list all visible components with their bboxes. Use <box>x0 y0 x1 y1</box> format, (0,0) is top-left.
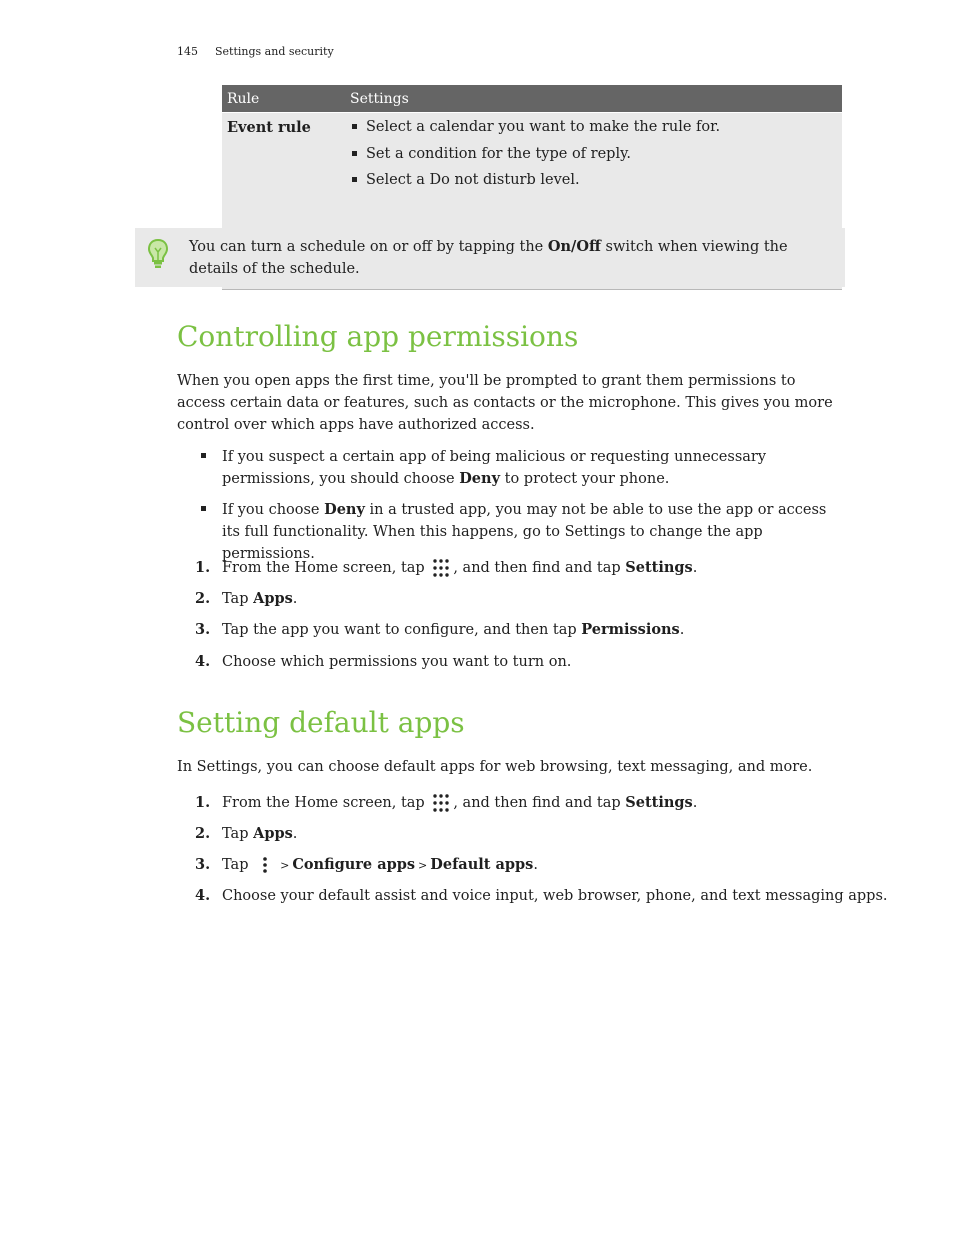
table-header-settings: Settings <box>350 91 409 107</box>
tip-box <box>135 228 845 287</box>
table-header-rule: Rule <box>227 91 260 107</box>
list-item: If you suspect a certain app of being malicious or requesting unnecessary permissions, you should choose Deny to protect your phone. <box>199 446 839 490</box>
rule-name: Event rule <box>227 119 311 136</box>
lightbulb-icon <box>147 238 169 270</box>
permissions-bullets <box>199 446 839 565</box>
table-header-row <box>222 85 842 112</box>
page-number: 145 <box>177 45 198 58</box>
section-title-default-apps: Setting default apps <box>177 706 465 739</box>
section-name: Settings and security <box>215 45 334 58</box>
default-apps-intro: In Settings, you can choose default apps for web browsing, text messaging, and more. <box>177 759 813 775</box>
tip-text: You can turn a schedule on or off by tapping the On/Off switch when viewing the details of the schedule. <box>189 238 788 277</box>
rule-settings-list <box>350 119 720 199</box>
list-item: Set a condition for the type of reply. <box>350 146 720 173</box>
permissions-intro: When you open apps the first time, you'll be prompted to grant them permissions to access certain data or features, such as contacts or the microphone. This gives you more control over which apps have authorized access. <box>177 373 833 433</box>
more-vertical-icon <box>255 856 275 874</box>
list-item: If you choose Deny in a trusted app, you may not be able to use the app or access its full functionality. When this happens, go to Settings to change the app permissions. <box>199 499 839 565</box>
on-off-label: On/Off <box>547 238 601 255</box>
list-item: Select a Do not disturb level. <box>350 172 720 199</box>
rules-table <box>222 85 842 188</box>
page-header <box>177 45 334 58</box>
list-item: Select a calendar you want to make the rule for. <box>350 119 720 146</box>
section-title-permissions: Controlling app permissions <box>177 320 579 353</box>
apps-grid-icon <box>431 558 451 578</box>
apps-grid-icon <box>431 793 451 813</box>
